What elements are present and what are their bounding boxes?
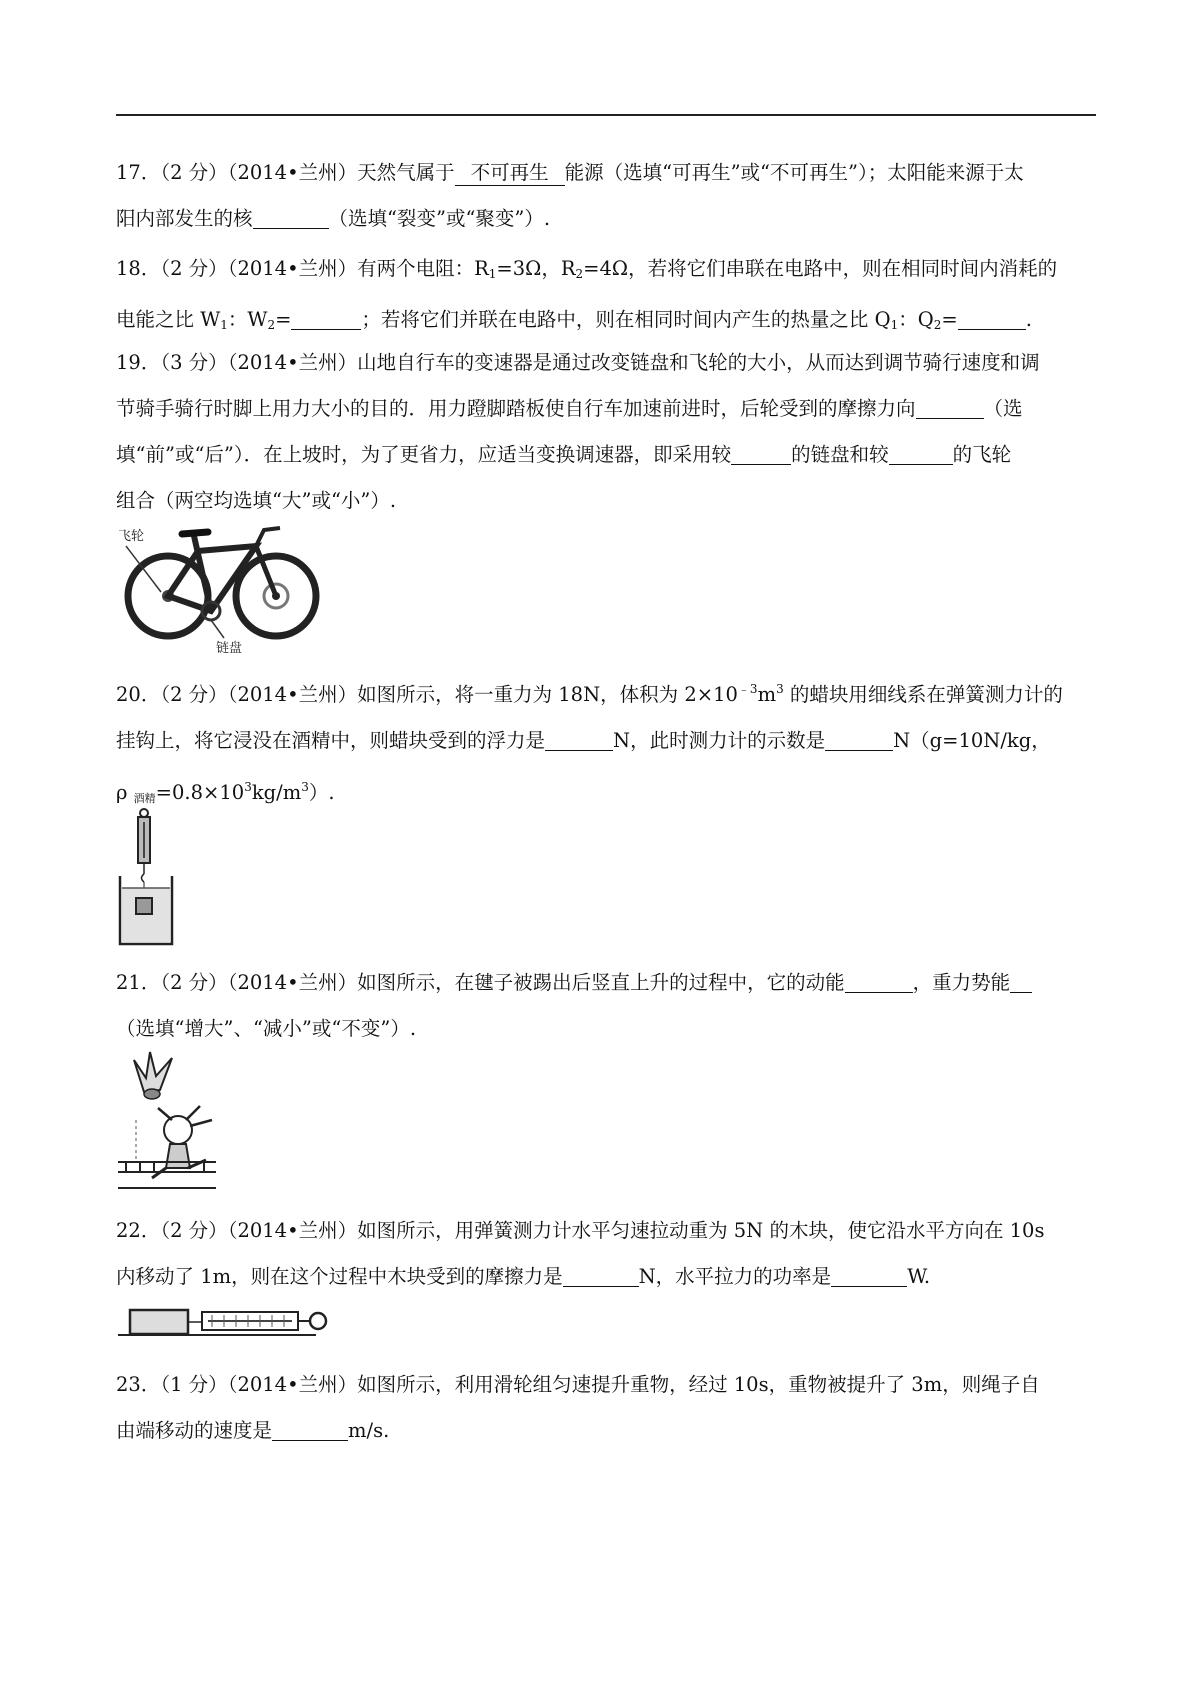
question-text: 电能之比 W — [116, 308, 221, 331]
bicycle-figure — [116, 516, 336, 656]
question-text: 的飞轮 — [952, 443, 1012, 466]
question-text: （选填“增大”、“减小”或“不变”）. — [116, 1017, 417, 1040]
question-text: 节骑手骑行时脚上用力大小的目的．用力蹬脚踏板使自行车加速前进时，后轮受到的摩擦力向 — [116, 397, 916, 420]
question-text: 如图所示，利用滑轮组匀速提升重物，经过 10s，重物被提升了 3m，则绳子自 — [357, 1373, 1040, 1396]
question-17 — [116, 150, 1100, 242]
question-23-line-1 — [116, 1362, 1100, 1408]
question-text: 山地自行车的变速器是通过改变链盘和飞轮的大小，从而达到调节骑行速度和调 — [357, 351, 1040, 374]
block-spring-scale-figure — [116, 1302, 336, 1338]
question-score: （2 分） — [160, 257, 228, 280]
question-text: ：W — [227, 308, 268, 331]
question-text: 如图所示，将一重力为 18N，体积为 2×10 — [357, 683, 738, 706]
question-text: W. — [907, 1265, 931, 1288]
question-text: （选 — [983, 397, 1023, 420]
bicycle-illustration — [116, 516, 336, 656]
question-text: m/s. — [348, 1419, 390, 1442]
question-score: （2 分） — [160, 161, 228, 184]
question-number: 23． — [116, 1373, 161, 1396]
subscript: 1 — [220, 318, 228, 332]
answer-blank — [958, 307, 1026, 330]
subscript: 1 — [488, 267, 497, 281]
question-score: （1 分） — [160, 1373, 228, 1396]
question-number: 19． — [116, 351, 161, 374]
question-20-line-3 — [116, 764, 1100, 822]
question-23-line-2 — [116, 1408, 1100, 1454]
question-22 — [116, 1208, 1100, 1300]
question-number: 20． — [116, 683, 161, 706]
question-text: . — [1025, 308, 1032, 331]
subscript: 2 — [267, 318, 276, 332]
question-22-line-1 — [116, 1208, 1100, 1254]
question-20-line-2 — [116, 718, 1100, 764]
question-text: N（g=10N/kg， — [893, 729, 1051, 752]
question-source: （2014•兰州） — [227, 1373, 358, 1396]
question-text: =4Ω，若将它们串联在电路中，则在相同时间内消耗的 — [583, 257, 1058, 280]
answer-blank — [916, 396, 984, 419]
question-number: 17． — [116, 161, 161, 184]
question-number: 21． — [116, 971, 161, 994]
superscript: 3 — [776, 682, 784, 696]
question-21-line-1 — [116, 960, 1100, 1006]
question-text: 的链盘和较 — [791, 443, 889, 466]
shuttlecock-kick-figure — [116, 1050, 226, 1190]
answer-blank — [253, 206, 329, 229]
question-text: 填“前”或“后”）．在上坡时，为了更省力，应适当变换调速器，即采用较 — [116, 443, 732, 466]
question-text: m — [757, 683, 777, 706]
question-source: （2014•兰州） — [227, 161, 358, 184]
question-text: ρ — [116, 781, 134, 804]
question-19-line-3 — [116, 432, 1100, 478]
answer-blank — [1010, 970, 1032, 993]
subscript: 1 — [890, 318, 899, 332]
question-text: ，重力势能 — [912, 971, 1011, 994]
subscript: 2 — [575, 267, 584, 281]
question-source: （2014•兰州） — [227, 1219, 358, 1242]
question-19 — [116, 340, 1100, 524]
question-score: （2 分） — [160, 1219, 228, 1242]
subscript: 酒精 — [133, 792, 156, 805]
answer-blank — [291, 307, 361, 330]
question-text: 阳内部发生的核 — [116, 207, 253, 230]
question-text: ）. — [308, 781, 335, 804]
question-text: =3Ω，R — [496, 257, 576, 280]
question-text: 有两个电阻：R — [357, 257, 489, 280]
question-21 — [116, 960, 1100, 1052]
answer-fill-blank: 不可再生 — [455, 161, 565, 186]
superscript: ﹣3 — [737, 682, 758, 696]
question-text: （选填“裂变”或“聚变”）. — [328, 207, 551, 230]
question-text: kg/m — [251, 781, 302, 804]
question-text: 如图所示，在毽子被踢出后竖直上升的过程中，它的动能 — [357, 971, 845, 994]
question-19-line-1 — [116, 340, 1100, 386]
question-text: 组合（两空均选填“大”或“小”）. — [116, 489, 397, 512]
answer-blank — [845, 970, 913, 993]
superscript: 3 — [301, 780, 309, 794]
answer-blank — [889, 442, 953, 465]
question-text: 能源（选填“可再生”或“不可再生”）；太阳能来源于太 — [564, 161, 1024, 184]
question-text: N，水平拉力的功率是 — [638, 1265, 832, 1288]
question-source: （2014•兰州） — [227, 683, 358, 706]
question-17-line-2 — [116, 196, 1100, 242]
question-text: 由端移动的速度是 — [116, 1419, 273, 1442]
answer-blank — [731, 442, 791, 465]
superscript: 3 — [244, 780, 252, 794]
question-text: 天然气属于 — [357, 161, 455, 184]
question-text: ：Q — [898, 308, 934, 331]
subscript: 2 — [933, 318, 942, 332]
question-score: （2 分） — [160, 683, 228, 706]
question-text: = — [941, 308, 958, 331]
block-spring-scale-illustration — [116, 1302, 336, 1338]
question-text: =0.8×10 — [155, 781, 245, 804]
question-source: （2014•兰州） — [227, 257, 358, 280]
question-19-line-2 — [116, 386, 1100, 432]
question-text: 如图所示，用弹簧测力计水平匀速拉动重为 5N 的木块，使它沿水平方向在 10s — [357, 1219, 1045, 1242]
shuttlecock-kick-illustration — [116, 1050, 226, 1190]
question-number: 18． — [116, 257, 161, 280]
question-17-line-1 — [116, 150, 1100, 196]
question-source: （2014•兰州） — [227, 351, 358, 374]
answer-blank — [272, 1418, 348, 1441]
spring-scale-beaker-figure — [116, 808, 176, 950]
answer-blank — [563, 1264, 639, 1287]
question-number: 22． — [116, 1219, 161, 1242]
question-18-line-1 — [116, 246, 1100, 297]
question-text: ；若将它们并联在电路中，则在相同时间内产生的热量之比 Q — [361, 308, 891, 331]
question-text: 内移动了 1m，则在这个过程中木块受到的摩擦力是 — [116, 1265, 563, 1288]
answer-blank — [545, 728, 613, 751]
question-20 — [116, 666, 1100, 822]
question-score: （3 分） — [160, 351, 228, 374]
question-20-line-1 — [116, 666, 1100, 718]
answer-blank — [825, 728, 893, 751]
question-text: = — [275, 308, 292, 331]
question-23 — [116, 1362, 1100, 1454]
question-text: 挂钩上，将它浸没在酒精中，则蜡块受到的浮力是 — [116, 729, 546, 752]
flywheel-label: 飞轮 — [118, 528, 145, 543]
question-score: （2 分） — [160, 971, 228, 994]
question-22-line-2 — [116, 1254, 1100, 1300]
question-source: （2014•兰州） — [227, 971, 358, 994]
header-rule — [116, 114, 1096, 116]
question-18 — [116, 246, 1100, 348]
question-text: 的蜡块用细线系在弹簧测力计的 — [783, 683, 1063, 706]
spring-scale-beaker-illustration — [116, 808, 176, 950]
question-text: N，此时测力计的示数是 — [613, 729, 826, 752]
answer-blank — [831, 1264, 907, 1287]
question-21-line-2 — [116, 1006, 1100, 1052]
chainring-label: 链盘 — [216, 640, 243, 655]
